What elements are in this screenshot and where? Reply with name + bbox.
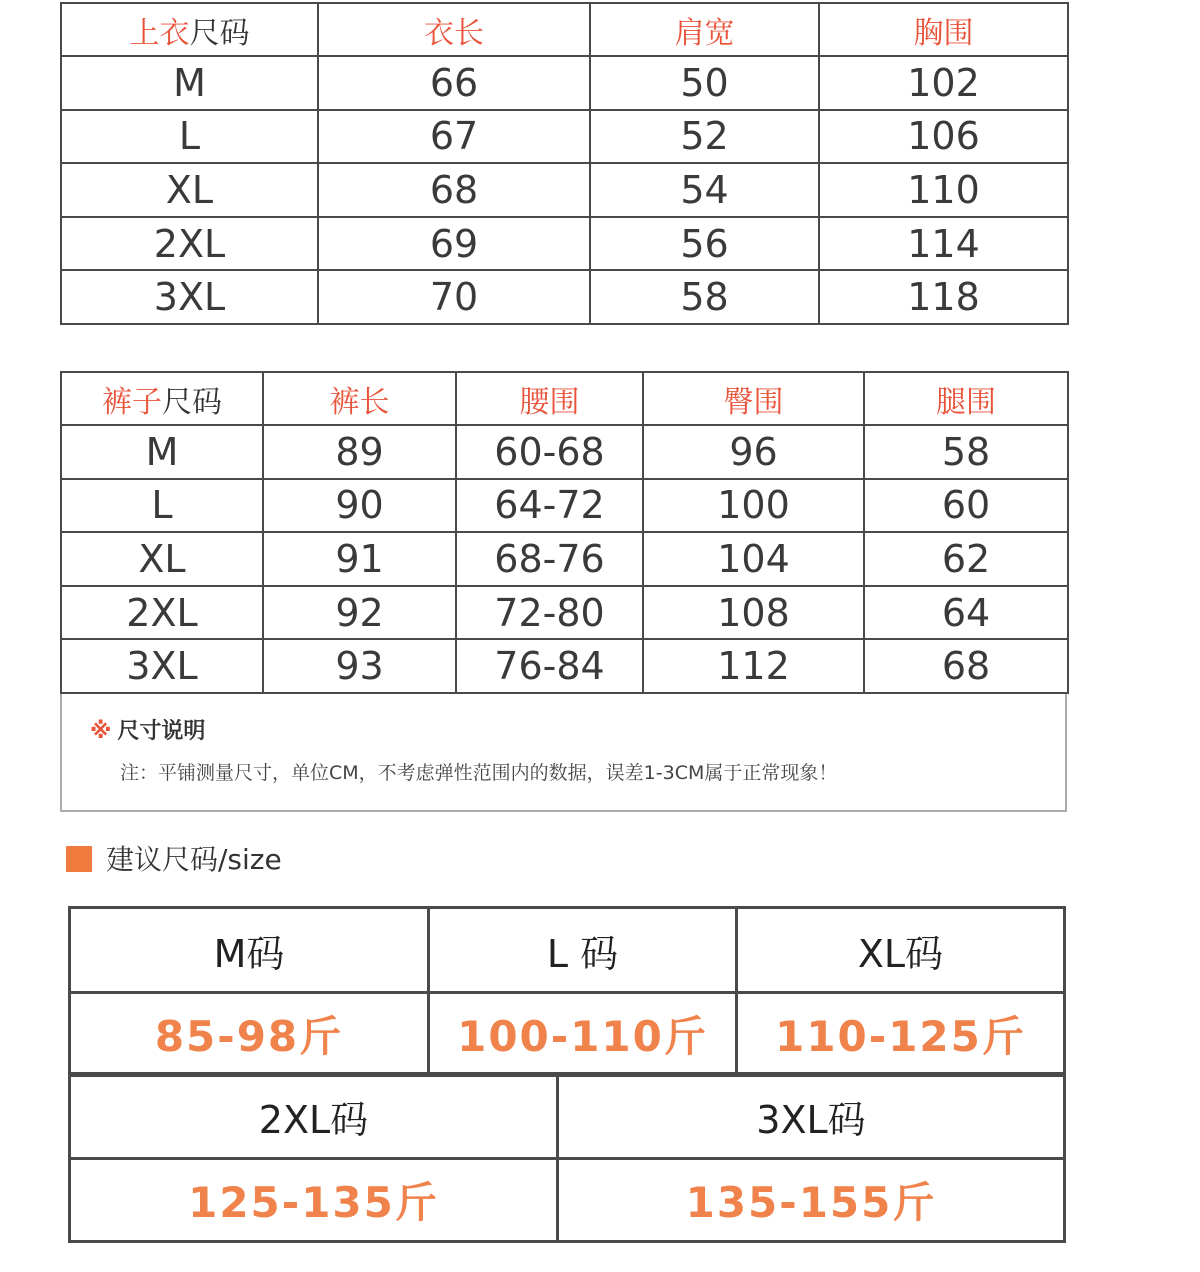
tops-col-shoulder: 肩宽	[590, 3, 819, 56]
value-cell: 110	[819, 163, 1068, 217]
value-cell: 54	[590, 163, 819, 217]
value-cell: 92	[263, 586, 456, 640]
value-cell: 64-72	[456, 479, 643, 533]
recommend-size-cell: 3XL码	[558, 1074, 1065, 1159]
table-row	[61, 479, 1068, 533]
table-row	[70, 993, 1065, 1076]
recommend-weight-cell: 85-98斤	[70, 993, 429, 1076]
pants-col-length: 裤长	[263, 372, 456, 425]
value-cell: 56	[590, 217, 819, 271]
size-note-text: 注：平铺测量尺寸，单位CM，不考虑弹性范围内的数据，误差1-3CM属于正常现象！	[120, 762, 838, 784]
value-cell: 69	[318, 217, 590, 271]
value-cell: 108	[643, 586, 864, 640]
size-note-title	[90, 714, 205, 745]
value-cell: 72-80	[456, 586, 643, 640]
recommend-size-cell: L 码	[429, 908, 737, 993]
value-cell: 60-68	[456, 425, 643, 479]
value-cell: 100	[643, 479, 864, 533]
value-cell: 52	[590, 110, 819, 164]
recommend-size-cell: XL码	[737, 908, 1065, 993]
size-cell: L	[61, 479, 263, 533]
size-cell: 2XL	[61, 217, 318, 271]
value-cell: 58	[590, 270, 819, 324]
size-cell: M	[61, 425, 263, 479]
table-row	[61, 163, 1068, 217]
size-cell: L	[61, 110, 318, 164]
tops-size-table	[60, 2, 1069, 325]
size-cell: XL	[61, 163, 318, 217]
recommend-table-1	[68, 906, 1066, 1077]
recommend-heading-text: 建议尺码/size	[106, 843, 282, 876]
recommend-weight-cell: 135-155斤	[558, 1159, 1065, 1242]
value-cell: 58	[864, 425, 1068, 479]
table-row	[70, 1159, 1065, 1242]
table-row	[70, 1074, 1065, 1159]
recommend-weight-cell: 100-110斤	[429, 993, 737, 1076]
tops-col-chest: 胸围	[819, 3, 1068, 56]
value-cell: 50	[590, 56, 819, 110]
size-cell: 2XL	[61, 586, 263, 640]
value-cell: 91	[263, 532, 456, 586]
size-note-title-text: 尺寸说明	[117, 719, 206, 744]
value-cell: 62	[864, 532, 1068, 586]
value-cell: 118	[819, 270, 1068, 324]
table-row	[61, 425, 1068, 479]
recommend-size-cell: M码	[70, 908, 429, 993]
value-cell: 114	[819, 217, 1068, 271]
value-cell: 112	[643, 639, 864, 693]
pants-size-table	[60, 371, 1069, 694]
size-cell: 3XL	[61, 270, 318, 324]
recommend-size-cell: 2XL码	[70, 1074, 558, 1159]
value-cell: 70	[318, 270, 590, 324]
value-cell: 60	[864, 479, 1068, 533]
tops-size-header	[61, 3, 318, 56]
recommend-weight-cell: 110-125斤	[737, 993, 1065, 1076]
table-row	[61, 56, 1068, 110]
size-cell: 3XL	[61, 639, 263, 693]
value-cell: 96	[643, 425, 864, 479]
value-cell: 68	[318, 163, 590, 217]
value-cell: 76-84	[456, 639, 643, 693]
value-cell: 93	[263, 639, 456, 693]
recommend-table-2	[68, 1072, 1066, 1243]
value-cell: 90	[263, 479, 456, 533]
pants-header-plain: 尺码	[162, 384, 222, 420]
table-row	[61, 270, 1068, 324]
value-cell: 68	[864, 639, 1068, 693]
size-note-box	[60, 694, 1067, 812]
tops-header-plain: 尺码	[189, 15, 250, 51]
table-row	[61, 586, 1068, 640]
tops-col-length: 衣长	[318, 3, 590, 56]
pants-col-waist: 腰围	[456, 372, 643, 425]
table-row	[61, 532, 1068, 586]
table-row	[61, 217, 1068, 271]
pants-col-thigh: 腿围	[864, 372, 1068, 425]
size-cell: XL	[61, 532, 263, 586]
value-cell: 66	[318, 56, 590, 110]
value-cell: 102	[819, 56, 1068, 110]
pants-col-hip: 臀围	[643, 372, 864, 425]
tops-header-colored: 上衣	[129, 15, 190, 51]
asterisk-mark-icon: ※	[90, 719, 112, 744]
orange-square-icon	[66, 846, 92, 872]
value-cell: 64	[864, 586, 1068, 640]
value-cell: 67	[318, 110, 590, 164]
value-cell: 68-76	[456, 532, 643, 586]
value-cell: 104	[643, 532, 864, 586]
table-row	[70, 908, 1065, 993]
pants-size-header	[61, 372, 263, 425]
pants-header-colored: 裤子	[102, 384, 162, 420]
table-row	[61, 639, 1068, 693]
table-row	[61, 110, 1068, 164]
value-cell: 89	[263, 425, 456, 479]
size-cell: M	[61, 56, 318, 110]
value-cell: 106	[819, 110, 1068, 164]
recommend-weight-cell: 125-135斤	[70, 1159, 558, 1242]
